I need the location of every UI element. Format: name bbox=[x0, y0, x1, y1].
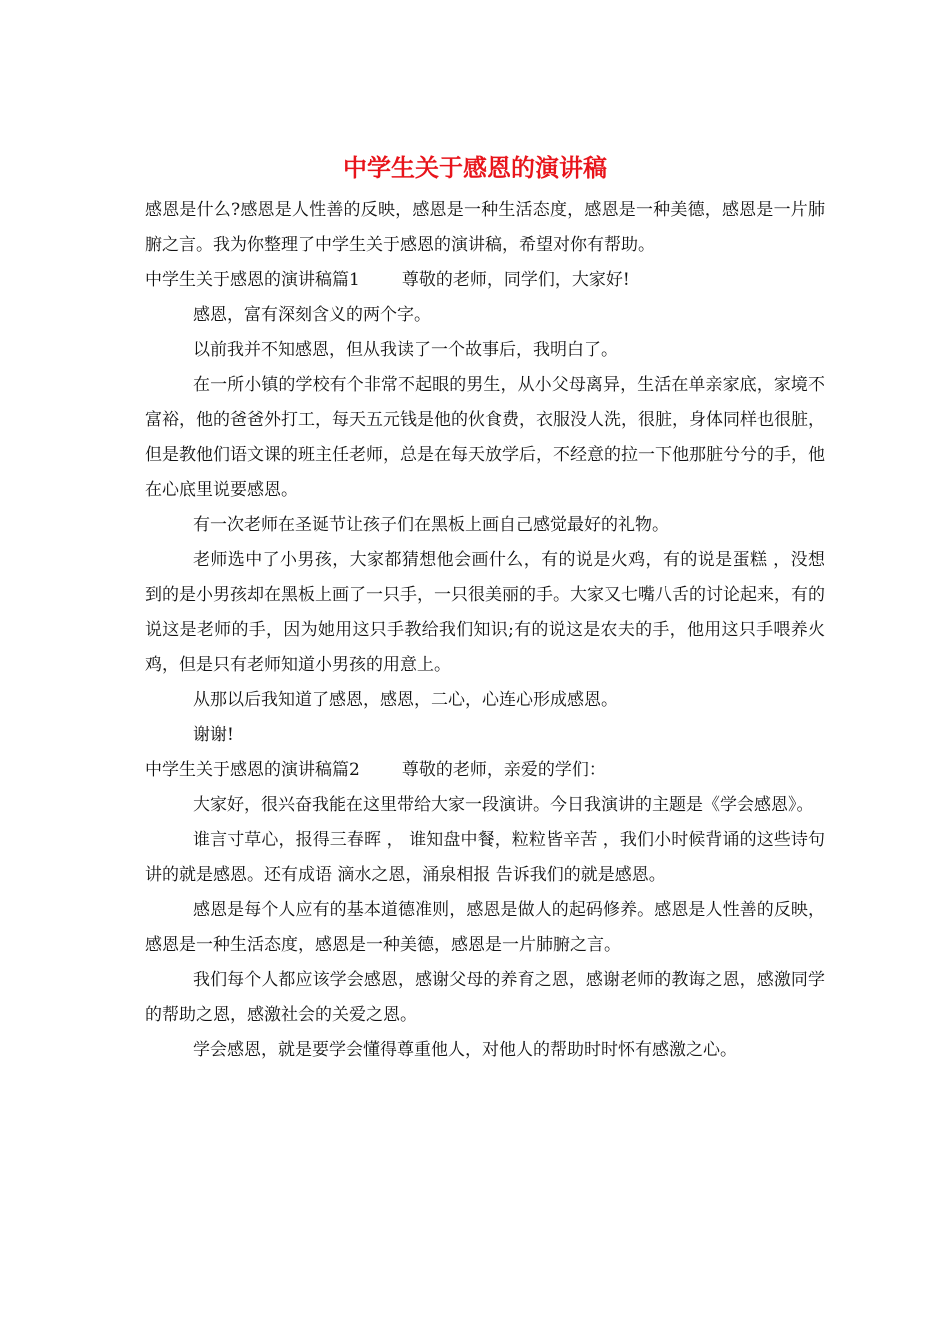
document-body bbox=[145, 193, 825, 1068]
section-1-paragraph: 谢谢! bbox=[193, 725, 234, 745]
section-1-paragraph: 老师选中了小男孩，大家都猜想他会画什么，有的说是火鸡，有的说是蛋糕 ，没想到的是小男孩却在黑板上画了一只手，一只很美丽的手。大家又七嘴八舌的讨论起来，有的说这是老师的手，因为她用这只手教给我们知识;有的说这是农夫的手，他用这只手喂养火鸡，但是只有老师知道小男孩的用意上。 bbox=[145, 550, 825, 675]
intro-paragraph: 感恩是什么?感恩是人性善的反映，感恩是一种生活态度，感恩是一种美德，感恩是一片肺腑之言。我为你整理了中学生关于感恩的演讲稿，希望对你有帮助。 bbox=[145, 200, 825, 255]
section-2-greeting: 尊敬的老师，亲爱的学们： bbox=[401, 760, 606, 780]
section-1-paragraph: 有一次老师在圣诞节让孩子们在黑板上画自己感觉最好的礼物。 bbox=[193, 515, 669, 535]
section-1-paragraph: 从那以后我知道了感恩，感恩，二心，心连心形成感恩。 bbox=[193, 690, 618, 710]
section-1-paragraph: 感恩，富有深刻含义的两个字。 bbox=[193, 305, 431, 325]
section-1-heading-line bbox=[145, 263, 825, 298]
section-2-heading-line bbox=[145, 753, 825, 788]
section-1-greeting: 尊敬的老师，同学们，大家好! bbox=[401, 270, 630, 290]
section-1-paragraph: 在一所小镇的学校有个非常不起眼的男生，从小父母离异，生活在单亲家底，家境不富裕，他的爸爸外打工，每天五元钱是他的伙食费，衣服没人洗，很脏，身体同样也很脏，但是教他们语文课的班主任老师，总是在每天放学后，不经意的拉一下他那脏兮兮的手，他在心底里说要感恩。 bbox=[145, 375, 825, 500]
section-2-paragraph: 我们每个人都应该学会感恩，感谢父母的养育之恩，感谢老师的教诲之恩，感激同学的帮助之恩，感激社会的关爱之恩。 bbox=[145, 970, 825, 1025]
document-title: 中学生关于感恩的演讲稿 bbox=[343, 153, 607, 182]
section-1-heading: 中学生关于感恩的演讲稿篇1 bbox=[145, 270, 360, 290]
section-2-paragraph: 学会感恩，就是要学会懂得尊重他人，对他人的帮助时时怀有感激之心。 bbox=[193, 1040, 737, 1060]
section-1-paragraph: 以前我并不知感恩，但从我读了一个故事后，我明白了。 bbox=[193, 340, 618, 360]
section-2-paragraph: 大家好，很兴奋我能在这里带给大家一段演讲。今日我演讲的主题是《学会感恩》。 bbox=[193, 795, 814, 815]
section-2-paragraph: 谁言寸草心，报得三春晖 ， 谁知盘中餐，粒粒皆辛苦 ，我们小时候背诵的这些诗句讲的就是感恩。还有成语 滴水之恩，涌泉相报 告诉我们的就是感恩。 bbox=[145, 830, 825, 885]
section-2-paragraph: 感恩是每个人应有的基本道德准则，感恩是做人的起码修养。感恩是人性善的反映，感恩是一种生活态度，感恩是一种美德，感恩是一片肺腑之言。 bbox=[145, 900, 825, 955]
section-2-heading: 中学生关于感恩的演讲稿篇2 bbox=[145, 760, 360, 780]
